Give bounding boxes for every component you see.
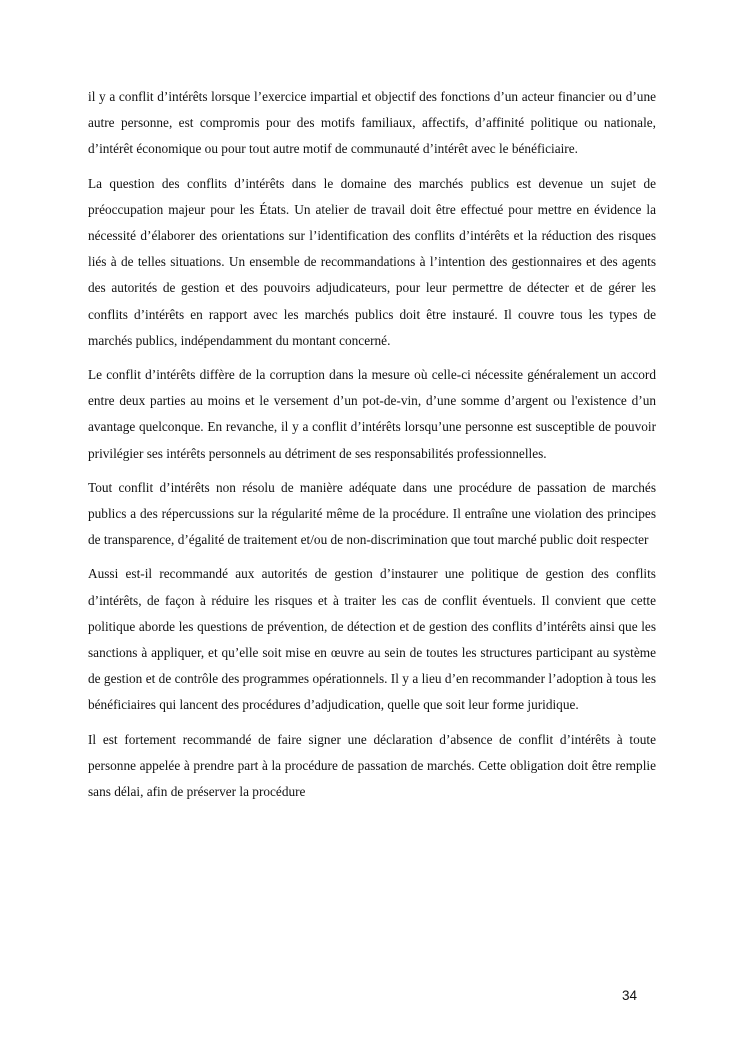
paragraph-6: Il est fortement recommandé de faire signer une déclaration d’absence de conflit d’intérêts à toute personne appelée à prendre part à la procédure de passation de marchés. Cette obligation doit être remplie sans délai, afin de préserver la procédure [88, 731, 656, 800]
paragraph-2: La question des conflits d’intérêts dans le domaine des marchés publics est devenue un sujet de préoccupation majeur pour les États. Un atelier de travail doit être effectué pour mettre en évidence la nécessité d’élaborer des orientations sur l’identification des conflits d’intérêts et la réduction des risques liés à de telles situations. Un ensemble de recommandations à l’intention des gestionnaires et des agents des autorités de gestion et des pouvoirs adjudicateurs, pour leur permettre de détecter et de gérer les conflits d’intérêts en rapport avec les marchés publics doit être instauré. Il couvre tous les types de marchés publics, indépendamment du montant concerné. [88, 175, 656, 348]
document-page [88, 84, 656, 813]
paragraph-5: Aussi est-il recommandé aux autorités de gestion d’instaurer une politique de gestion des conflits d’intérêts, de façon à réduire les risques et à traiter les cas de conflit éventuels. Il convient que cette politique aborde les questions de prévention, de détection et de gestion des conflits d’intérêts ainsi que les sanctions à appliquer, et qu’elle soit mise en œuvre au sein de toutes les structures participant au système de gestion et de contrôle des programmes opérationnels. Il y a lieu d’en recommander l’adoption à tous les bénéficiaires qui lancent des procédures d’adjudication, quelle que soit leur forme juridique. [88, 566, 656, 713]
paragraph-4: Tout conflit d’intérêts non résolu de manière adéquate dans une procédure de passation de marchés publics a des répercussions sur la régularité même de la procédure. Il entraîne une violation des principes de transparence, d’égalité de traitement et/ou de non-discrimination que tout marché public doit respecter [88, 479, 656, 548]
paragraph-3: Le conflit d’intérêts diffère de la corruption dans la mesure où celle-ci nécessite généralement un accord entre deux parties au moins et le versement d’un pot-de-vin, d’une somme d’argent ou l'existence d’un avantage quelconque. En revanche, il y a conflit d’intérêts lorsqu’une personne est susceptible de pouvoir privilégier ses intérêts personnels au détriment de ses responsabilités professionnelles. [88, 367, 656, 461]
paragraph-1: il y a conflit d’intérêts lorsque l’exercice impartial et objectif des fonctions d’un acteur financier ou d’une autre personne, est compromis pour des motifs familiaux, affectifs, d’affinité politique ou nationale, d’intérêt économique ou pour tout autre motif de communauté d’intérêt avec le bénéficiaire. [88, 89, 656, 157]
page-number: 34 [622, 988, 638, 1003]
